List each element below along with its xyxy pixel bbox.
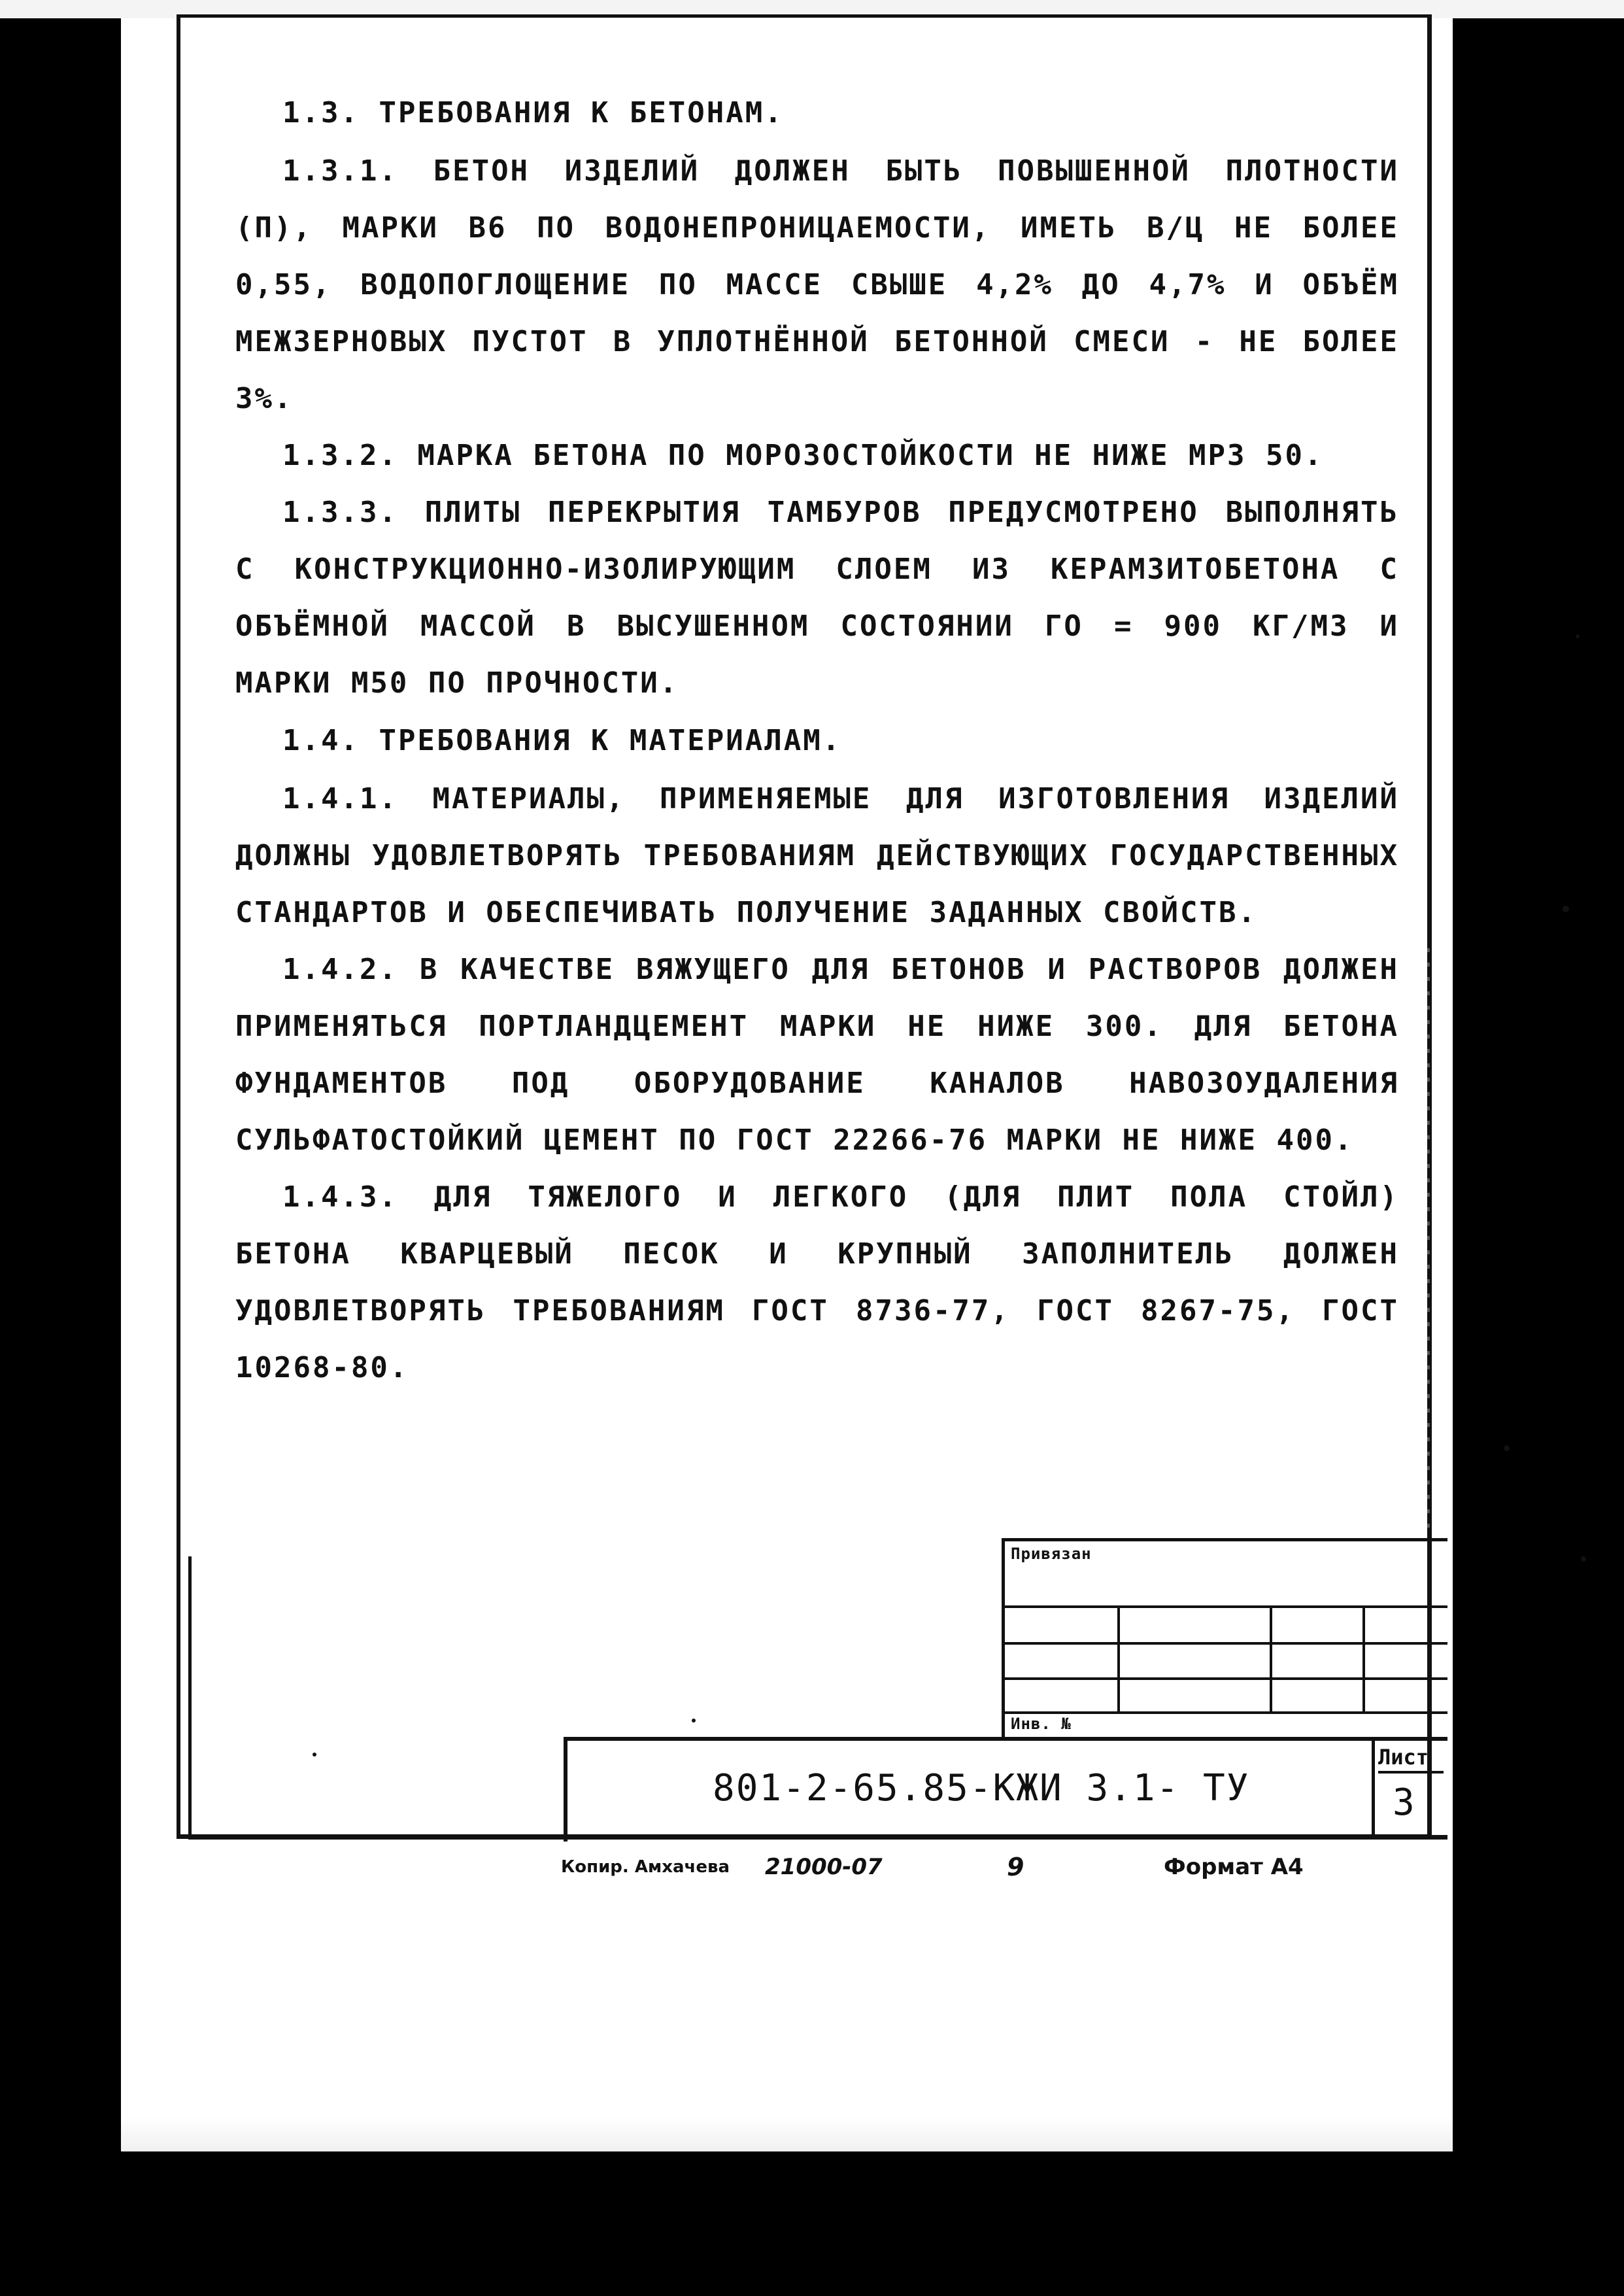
copied-by: Копир. Амхачева xyxy=(561,1857,730,1877)
grid-column-line xyxy=(1270,1605,1272,1711)
scan-speck xyxy=(1576,634,1580,638)
scan-border-left xyxy=(0,0,121,2296)
paragraph-1-3-2: 1.3.2. МАРКА БЕТОНА ПО МОРОЗОСТОЙКОСТИ НЕ НИЖЕ МРЗ 50. xyxy=(282,439,1324,472)
document-code: 801-2-65.85-КЖИ 3.1- ТУ xyxy=(713,1767,1250,1809)
grid-column-line xyxy=(1117,1605,1120,1711)
paper-bottom-shade xyxy=(121,2117,1453,2151)
grid-column-line xyxy=(1362,1605,1365,1711)
specification-text xyxy=(235,84,1399,1396)
scan-speck xyxy=(313,1753,316,1756)
grid-row-line xyxy=(1002,1677,1447,1680)
scan-speck xyxy=(1563,906,1569,912)
frame-right-dashed-edge xyxy=(1427,948,1430,1537)
paragraph-1-4-1: 1.4.1. МАТЕРИАЛЫ, ПРИМЕНЯЕМЫЕ ДЛЯ ИЗГОТОВЛЕНИЯ ИЗДЕЛИЙ ДОЛЖНЫ УДОВЛЕТВОРЯТЬ ТРЕБОВАНИЯМ ДЕЙСТВУЮЩИХ ГОСУДАРСТВЕННЫХ СТАНДАРТОВ И ОБЕСПЕЧИВАТЬ ПОЛУЧЕНИЕ ЗАДАННЫХ СВОЙСТВ. xyxy=(235,782,1399,929)
sheet-number: 3 xyxy=(1393,1781,1415,1824)
paper-format: Формат А4 xyxy=(1164,1854,1304,1880)
paragraph-1-4-3: 1.4.3. ДЛЯ ТЯЖЕЛОГО И ЛЕГКОГО (ДЛЯ ПЛИТ ПОЛА СТОЙЛ) БЕТОНА КВАРЦЕВЫЙ ПЕСОК И КРУПНЫЙ ЗАПОЛНИТЕЛЬ ДОЛЖЕН УДОВЛЕТВОРЯТЬ ТРЕБОВАНИЯМ ГОСТ 8736-77, ГОСТ 8267-75, ГОСТ 10268-80. xyxy=(235,1180,1399,1384)
page-number: 9 xyxy=(1007,1853,1024,1881)
paragraph-1-4-2: 1.4.2. В КАЧЕСТВЕ ВЯЖУЩЕГО ДЛЯ БЕТОНОВ И РАСТВОРОВ ДОЛЖЕН ПРИМЕНЯТЬСЯ ПОРТЛАНДЦЕМЕНТ МАРКИ НЕ НИЖЕ 300. ДЛЯ БЕТОНА ФУНДАМЕНТОВ ПОД ОБОРУДОВАНИЕ КАНАЛОВ НАВОЗОУДАЛЕНИЯ СУЛЬФАТОСТОЙКИЙ ЦЕМЕНТ ПО ГОСТ 22266-76 МАРКИ НЕ НИЖЕ 400. xyxy=(235,953,1399,1157)
order-number: 21000-07 xyxy=(765,1854,883,1880)
scan-speck xyxy=(1581,1556,1586,1562)
scan-speck xyxy=(692,1719,696,1722)
sheet-label: Лист xyxy=(1378,1745,1444,1773)
paragraph-1-3-1: 1.3.1. БЕТОН ИЗДЕЛИЙ ДОЛЖЕН БЫТЬ ПОВЫШЕННОЙ ПЛОТНОСТИ (П), МАРКИ В6 ПО ВОДОНЕПРОНИЦАЕМОСТИ, ИМЕТЬ В/Ц НЕ БОЛЕЕ 0,55, ВОДОПОГЛОЩЕНИЕ ПО МАССЕ СВЫШЕ 4,2% ДО 4,7% И ОБЪЁМ МЕЖЗЕРНОВЫХ ПУСТОТ В УПЛОТНЁННОЙ БЕТОННОЙ СМЕСИ - НЕ БОЛЕЕ 3%. xyxy=(235,154,1399,415)
scan-border-right xyxy=(1453,0,1624,2296)
section-heading-1-4: 1.4. ТРЕБОВАНИЯ К МАТЕРИАЛАМ. xyxy=(282,724,842,757)
paragraph-1-3-3: 1.3.3. ПЛИТЫ ПЕРЕКРЫТИЯ ТАМБУРОВ ПРЕДУСМОТРЕНО ВЫПОЛНЯТЬ С КОНСТРУКЦИОННО-ИЗОЛИРУЮЩИМ СЛОЕМ ИЗ КЕРАМЗИТОБЕТОНА С ОБЪЁМНОЙ МАССОЙ В ВЫСУШЕННОМ СОСТОЯНИИ ΓO = 900 КГ/М3 И МАРКИ М50 ПО ПРОЧНОСТИ. xyxy=(235,496,1399,700)
attached-label: Привязан xyxy=(1011,1545,1092,1563)
frame-inner-left-line xyxy=(188,1556,192,1838)
scan-border-bottom xyxy=(0,2151,1624,2296)
section-heading-1-3: 1.3. ТРЕБОВАНИЯ К БЕТОНАМ. xyxy=(282,96,784,129)
grid-row-line xyxy=(1002,1711,1447,1714)
inventory-number-label: Инв. № xyxy=(1011,1715,1072,1733)
grid-row-line xyxy=(1002,1605,1447,1608)
scan-speck xyxy=(1504,1445,1510,1451)
frame-bottom-line xyxy=(188,1835,1447,1840)
grid-row-line xyxy=(1002,1642,1447,1645)
